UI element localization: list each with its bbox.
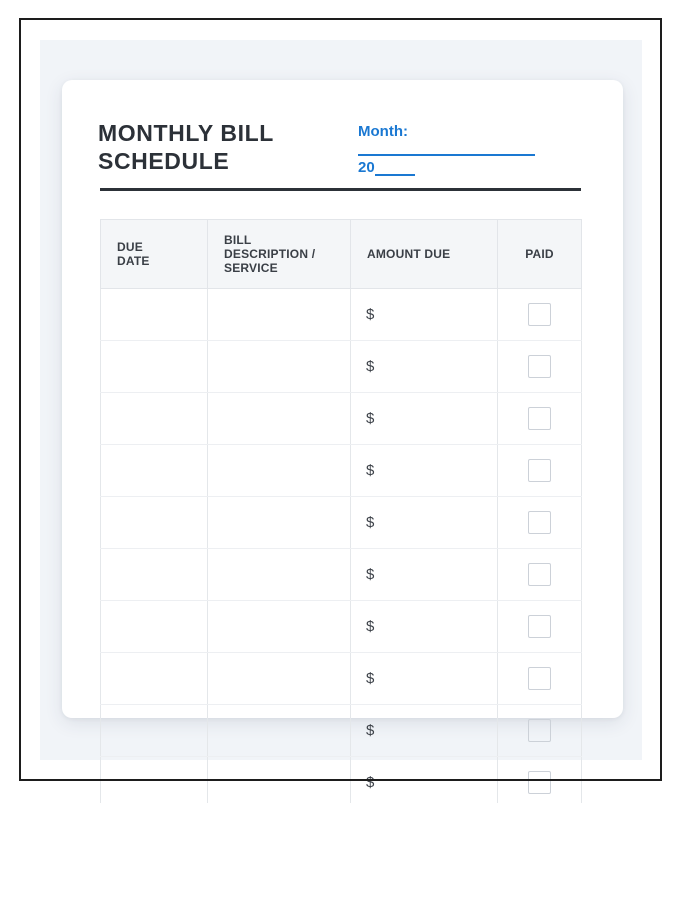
bill-row (101, 497, 582, 549)
amount-cell (351, 549, 498, 601)
amount-cell (351, 341, 498, 393)
bill-table-body (101, 289, 582, 804)
paid-checkbox[interactable] (528, 615, 551, 638)
bill-row (101, 341, 582, 393)
col-header-paid: PAID (498, 220, 582, 289)
amount-cell (351, 757, 498, 804)
col-header-description: BILL DESCRIPTION / SERVICE (208, 220, 351, 289)
description-cell (208, 445, 351, 497)
currency-symbol: $ (366, 774, 375, 791)
bill-table (100, 219, 582, 803)
due-date-cell (101, 341, 208, 393)
paid-checkbox[interactable] (528, 303, 551, 326)
paid-cell (498, 705, 582, 757)
description-cell (208, 601, 351, 653)
description-cell (208, 705, 351, 757)
paid-checkbox[interactable] (528, 459, 551, 482)
due-date-cell (101, 393, 208, 445)
due-date-cell (101, 705, 208, 757)
year-blank-line[interactable] (375, 159, 415, 176)
description-cell (208, 341, 351, 393)
bill-row (101, 757, 582, 804)
paid-cell (498, 341, 582, 393)
amount-cell (351, 289, 498, 341)
amount-cell (351, 705, 498, 757)
currency-symbol: $ (366, 306, 375, 323)
bill-row (101, 601, 582, 653)
year-prefix: 20 (358, 159, 375, 176)
amount-cell (351, 393, 498, 445)
currency-symbol: $ (366, 722, 375, 739)
currency-symbol: $ (366, 670, 375, 687)
paid-checkbox[interactable] (528, 719, 551, 742)
paid-checkbox[interactable] (528, 667, 551, 690)
description-cell (208, 549, 351, 601)
description-cell (208, 757, 351, 804)
bill-row (101, 289, 582, 341)
due-date-cell (101, 549, 208, 601)
paid-cell (498, 601, 582, 653)
description-cell (208, 289, 351, 341)
paid-checkbox[interactable] (528, 771, 551, 794)
paid-checkbox[interactable] (528, 355, 551, 378)
month-blank-line[interactable] (358, 154, 535, 156)
paid-cell (498, 289, 582, 341)
month-label: Month: (358, 123, 408, 140)
currency-symbol: $ (366, 410, 375, 427)
due-date-cell (101, 497, 208, 549)
paid-cell (498, 757, 582, 804)
bill-row (101, 653, 582, 705)
bill-row (101, 549, 582, 601)
description-cell (208, 393, 351, 445)
bill-row (101, 705, 582, 757)
description-cell (208, 653, 351, 705)
due-date-cell (101, 289, 208, 341)
paid-checkbox[interactable] (528, 511, 551, 534)
year-field (358, 159, 415, 176)
table-clip (100, 219, 583, 803)
paid-cell (498, 497, 582, 549)
description-cell (208, 497, 351, 549)
bill-table-header (101, 220, 582, 289)
bill-row (101, 393, 582, 445)
due-date-cell (101, 601, 208, 653)
amount-cell (351, 601, 498, 653)
col-header-amount-due: AMOUNT DUE (351, 220, 498, 289)
currency-symbol: $ (366, 566, 375, 583)
paid-cell (498, 653, 582, 705)
currency-symbol: $ (366, 358, 375, 375)
paid-cell (498, 445, 582, 497)
header-row (101, 220, 582, 289)
col-header-due-date: DUE DATE (101, 220, 208, 289)
bill-row (101, 445, 582, 497)
due-date-cell (101, 653, 208, 705)
currency-symbol: $ (366, 514, 375, 531)
amount-cell (351, 445, 498, 497)
header-divider (100, 188, 581, 191)
amount-cell (351, 497, 498, 549)
paid-checkbox[interactable] (528, 563, 551, 586)
due-date-cell (101, 445, 208, 497)
due-date-cell (101, 757, 208, 804)
paid-cell (498, 549, 582, 601)
paid-cell (498, 393, 582, 445)
currency-symbol: $ (366, 462, 375, 479)
page-title: MONTHLY BILL SCHEDULE (98, 120, 274, 174)
currency-symbol: $ (366, 618, 375, 635)
amount-cell (351, 653, 498, 705)
paid-checkbox[interactable] (528, 407, 551, 430)
